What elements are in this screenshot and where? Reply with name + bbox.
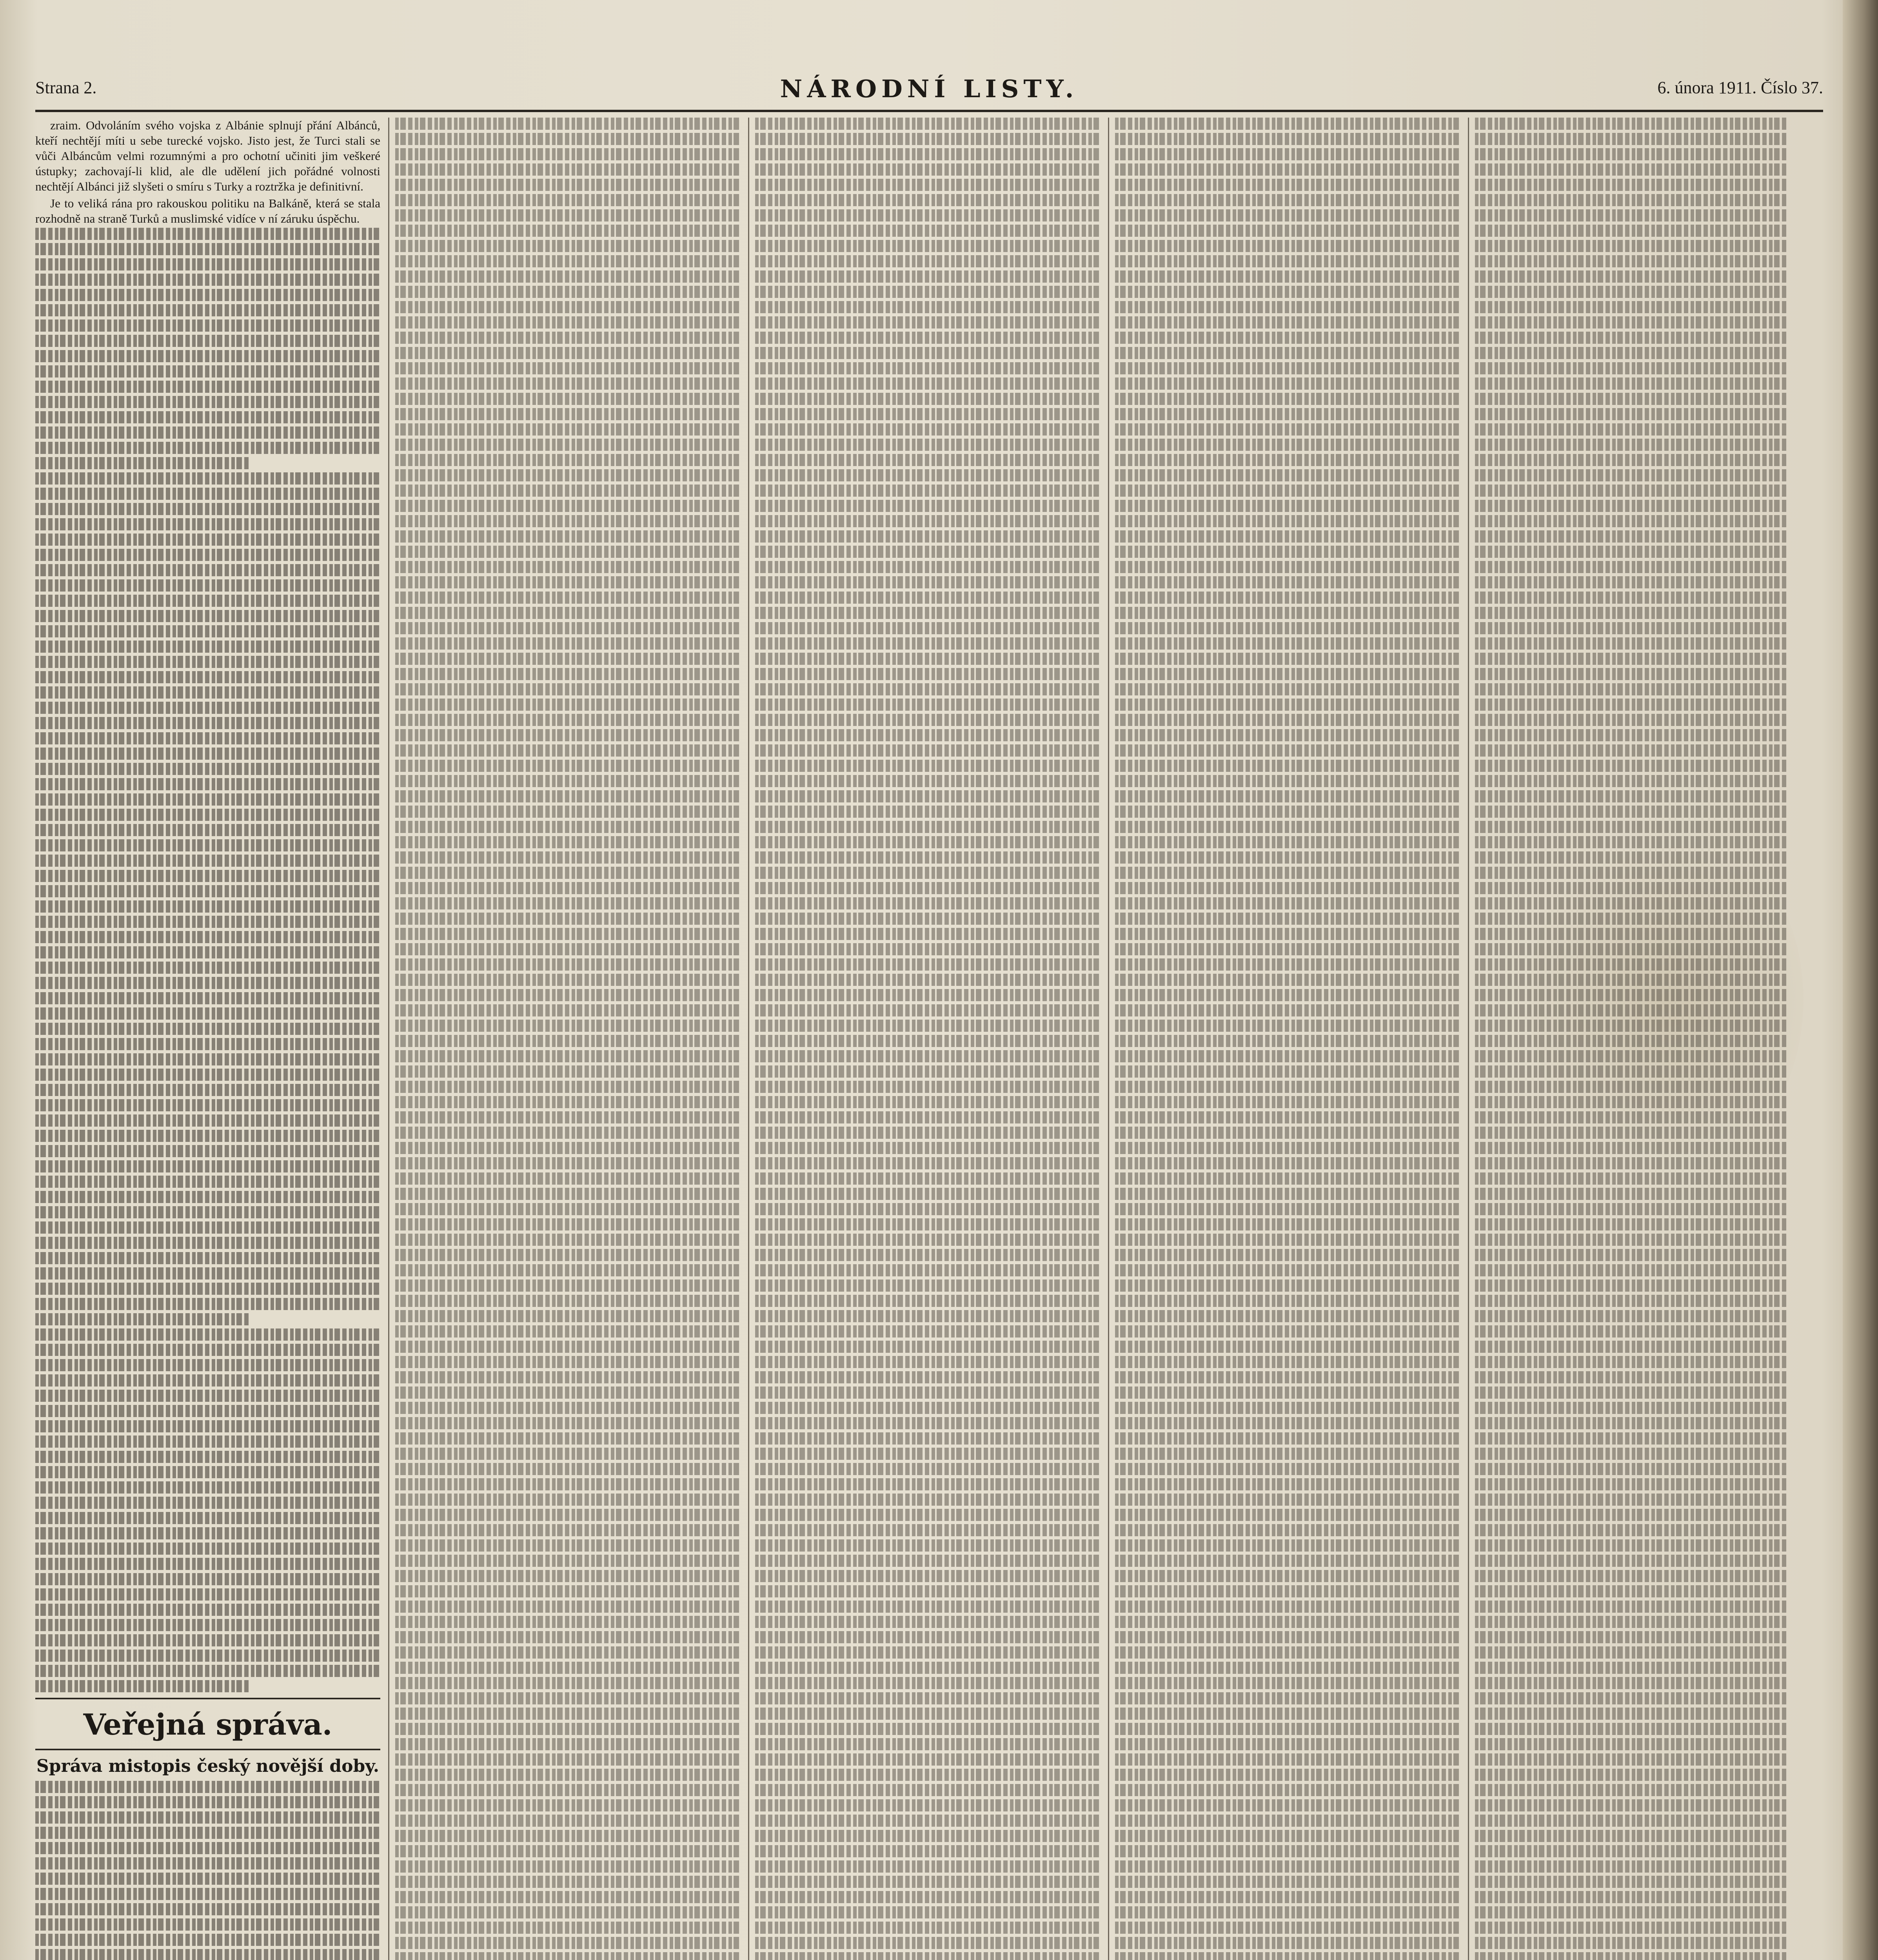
col1-paragraph: Je to veliká rána pro rakouskou politiku na Balkáně, která se stala rozhodně na straně Turků a muslimské vidíce v ní záruku úspěchu. (35, 196, 380, 225)
column-3 (755, 118, 1100, 1960)
column-4 (1115, 118, 1460, 1960)
article-columns (35, 118, 1823, 1960)
page-header (35, 74, 1823, 112)
col1-paragraph: zraim. Odvoláním svého vojska z Albánie splnují přání Albánců, kteří nechtějí míti u sebe turecké vojsko. Jisto jest, že Turci stali se vůči Albáncům velmi rozumnými a pro ochotní učiniti jim veškeré ústupky; zachovají-li klid, ale dle udělení jich pořádné volnosti nechtějí Albánci již slyšeti o smíru s Turky a roztržka je definitivní. (35, 118, 380, 193)
section-title-verejna-sprava: Veřejná správa. (83, 1708, 332, 1742)
newspaper-title: NÁRODNÍ LISTY. (780, 74, 1079, 103)
column-1 (35, 118, 380, 1960)
subsection-title: Správa mistopis český novější doby. (36, 1756, 380, 1776)
column-2 (395, 118, 740, 1960)
binding-edge (1843, 0, 1878, 1960)
issue-date: 6. února 1911. Číslo 37. (1657, 78, 1823, 97)
column-5 (1475, 118, 1789, 1960)
page-number: Strana 2. (35, 78, 97, 97)
